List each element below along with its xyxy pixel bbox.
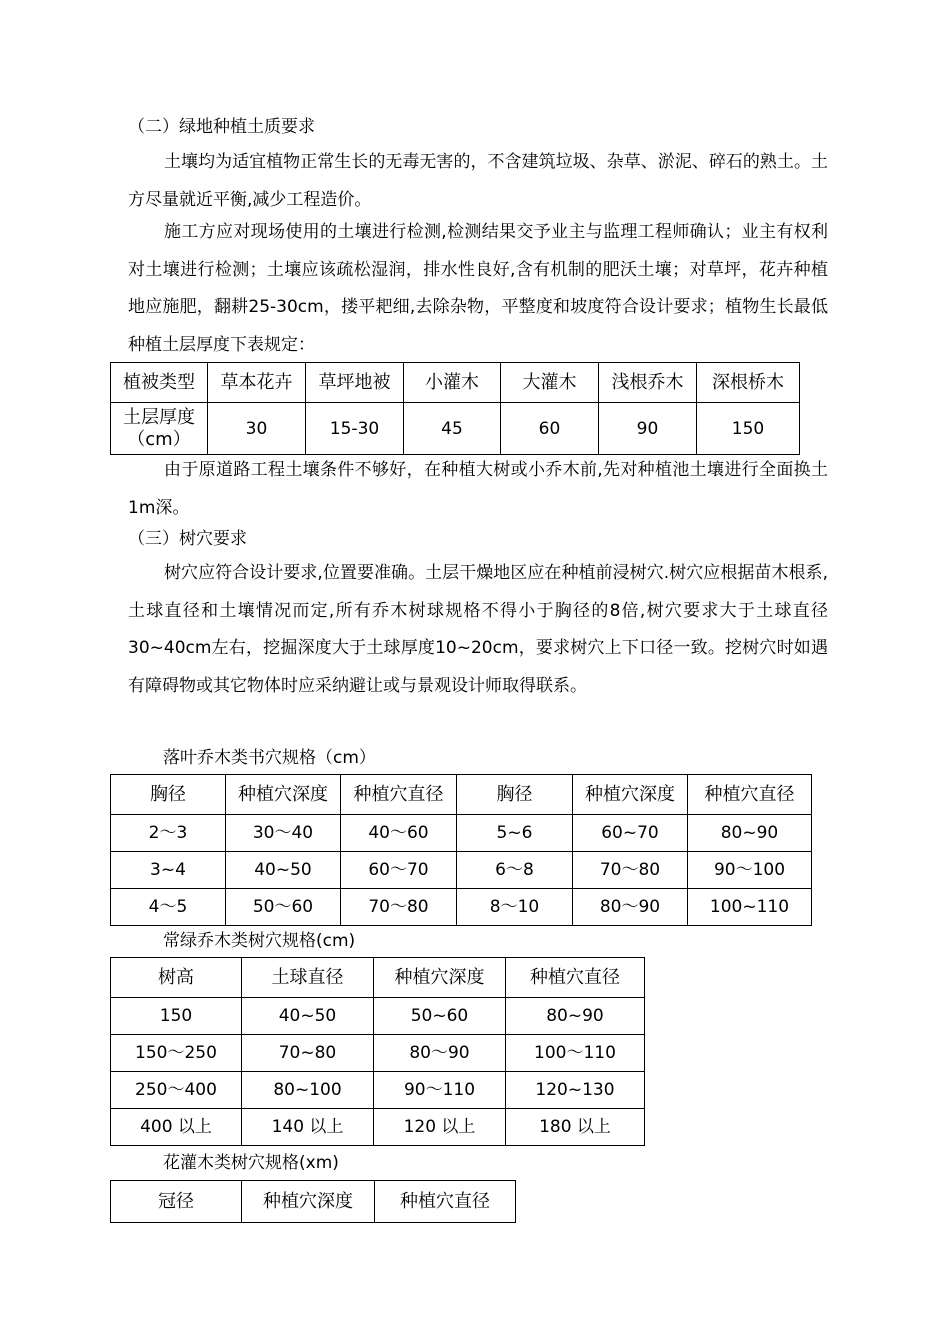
header-cell: 种植穴直径 (375, 1181, 516, 1223)
header-cell: 种植穴深度 (242, 1181, 375, 1223)
soil-thickness-table (110, 362, 800, 455)
section2-heading: （二）绿地种植土质要求 (128, 117, 315, 137)
header-cell: 胸径 (457, 775, 573, 815)
table-cell: 100～110 (506, 1035, 645, 1072)
table-cell: 2～3 (111, 815, 226, 852)
table-cell: 30～40 (226, 815, 341, 852)
table-cell: 60 (501, 403, 599, 455)
table-cell: 180 以上 (506, 1109, 645, 1146)
table-header-row (111, 1181, 516, 1223)
table-cell: 120~130 (506, 1072, 645, 1109)
table-cell: 45 (404, 403, 501, 455)
header-cell: 草本花卉 (208, 363, 306, 403)
header-cell: 植被类型 (111, 363, 208, 403)
table-cell: 40~50 (242, 998, 374, 1035)
header-cell: 胸径 (111, 775, 226, 815)
table-row (111, 998, 645, 1035)
table-cell: 3~4 (111, 852, 226, 889)
table-cell: 15-30 (306, 403, 404, 455)
table-header-row (111, 363, 800, 403)
header-cell: 树高 (111, 958, 242, 998)
table-cell: 400 以上 (111, 1109, 242, 1146)
table-cell: 70~80 (242, 1035, 374, 1072)
table-cell: 90～110 (374, 1072, 506, 1109)
table-cell: 50～60 (226, 889, 341, 926)
table-header-row (111, 958, 645, 998)
header-cell: 种植穴直径 (341, 775, 457, 815)
header-cell: 深根桥木 (697, 363, 800, 403)
section2-paragraph-1: 土壤均为适宜植物正常生长的无毒无害的，不含建筑垃圾、杂草、淤泥、碎石的熟土。土方尽量就近平衡,减少工程造价。 (128, 152, 828, 210)
table-header-row (111, 775, 812, 815)
evergreen-table-caption: 常绿乔木类树穴规格(cm) (163, 931, 356, 951)
table-cell: 8～10 (457, 889, 573, 926)
header-cell: 冠径 (111, 1181, 242, 1223)
table-cell: 70～80 (573, 852, 688, 889)
section2-paragraph-3: 由于原道路工程土壤条件不够好，在种植大树或小乔木前,先对种植池土壤进行全面换土1m深。 (128, 460, 828, 518)
table-cell: 150 (111, 998, 242, 1035)
header-cell: 种植穴直径 (506, 958, 645, 998)
shrub-tree-pit-table (110, 1180, 516, 1223)
table-row (111, 1035, 645, 1072)
table-row (111, 852, 812, 889)
section3-paragraph-1: 树穴应符合设计要求,位置要准确。土层干燥地区应在种植前浸树穴.树穴应根据苗木根系,土球直径和土壤情况而定,所有乔木树球规格不得小于胸径的8倍,树穴要求大于土球直径30~40cm左右，挖掘深度大于土球厚度10~20cm，要求树穴上下口径一致。挖树穴时如遇有障碍物或其它物体时应采纳避让或与景观设计师取得联系。 (128, 563, 828, 696)
header-cell: 种植穴深度 (573, 775, 688, 815)
table-cell: 80~100 (242, 1072, 374, 1109)
section3-heading: （三）树穴要求 (128, 529, 247, 549)
table-cell: 6～8 (457, 852, 573, 889)
table-cell: 40～60 (341, 815, 457, 852)
header-cell: 种植穴直径 (688, 775, 812, 815)
table-cell: 90～100 (688, 852, 812, 889)
table-cell: 60~70 (573, 815, 688, 852)
table-cell: 5~6 (457, 815, 573, 852)
table-cell: 150 (697, 403, 800, 455)
table-cell: 40~50 (226, 852, 341, 889)
table-cell: 150～250 (111, 1035, 242, 1072)
table-cell: 30 (208, 403, 306, 455)
section2-paragraph-2: 施工方应对现场使用的土壤进行检测,检测结果交予业主与监理工程师确认；业主有权利对土壤进行检测；土壤应该疏松湿润，排水性良好,含有机制的肥沃土壤；对草坪，花卉种植地应施肥，翻耕25-30cm，搂平耙细,去除杂物，平整度和坡度符合设计要求；植物生长最低种植土层厚度下表规定： (128, 222, 828, 355)
row-label-cell: 土层厚度（cm） (111, 403, 208, 455)
table-row (111, 889, 812, 926)
table-row (111, 815, 812, 852)
header-cell: 小灌木 (404, 363, 501, 403)
shrub-table-caption: 花灌木类树穴规格(xm) (163, 1153, 339, 1173)
header-cell: 大灌木 (501, 363, 599, 403)
table-cell: 90 (599, 403, 697, 455)
table-cell: 4～5 (111, 889, 226, 926)
table-cell: 100~110 (688, 889, 812, 926)
header-cell: 种植穴深度 (374, 958, 506, 998)
table-cell: 80~90 (506, 998, 645, 1035)
table-cell: 250～400 (111, 1072, 242, 1109)
header-cell: 浅根乔木 (599, 363, 697, 403)
table-cell: 80~90 (688, 815, 812, 852)
table-cell: 70～80 (341, 889, 457, 926)
table-cell: 50~60 (374, 998, 506, 1035)
table-row (111, 1072, 645, 1109)
table-row (111, 403, 800, 455)
table-row (111, 1109, 645, 1146)
deciduous-tree-pit-table (110, 774, 812, 926)
table-cell: 80～90 (374, 1035, 506, 1072)
table-cell: 120 以上 (374, 1109, 506, 1146)
header-cell: 草坪地被 (306, 363, 404, 403)
table-cell: 60～70 (341, 852, 457, 889)
header-cell: 土球直径 (242, 958, 374, 998)
table-cell: 80～90 (573, 889, 688, 926)
evergreen-tree-pit-table (110, 957, 645, 1146)
table-cell: 140 以上 (242, 1109, 374, 1146)
header-cell: 种植穴深度 (226, 775, 341, 815)
deciduous-table-caption: 落叶乔木类书穴规格（cm） (163, 748, 376, 768)
